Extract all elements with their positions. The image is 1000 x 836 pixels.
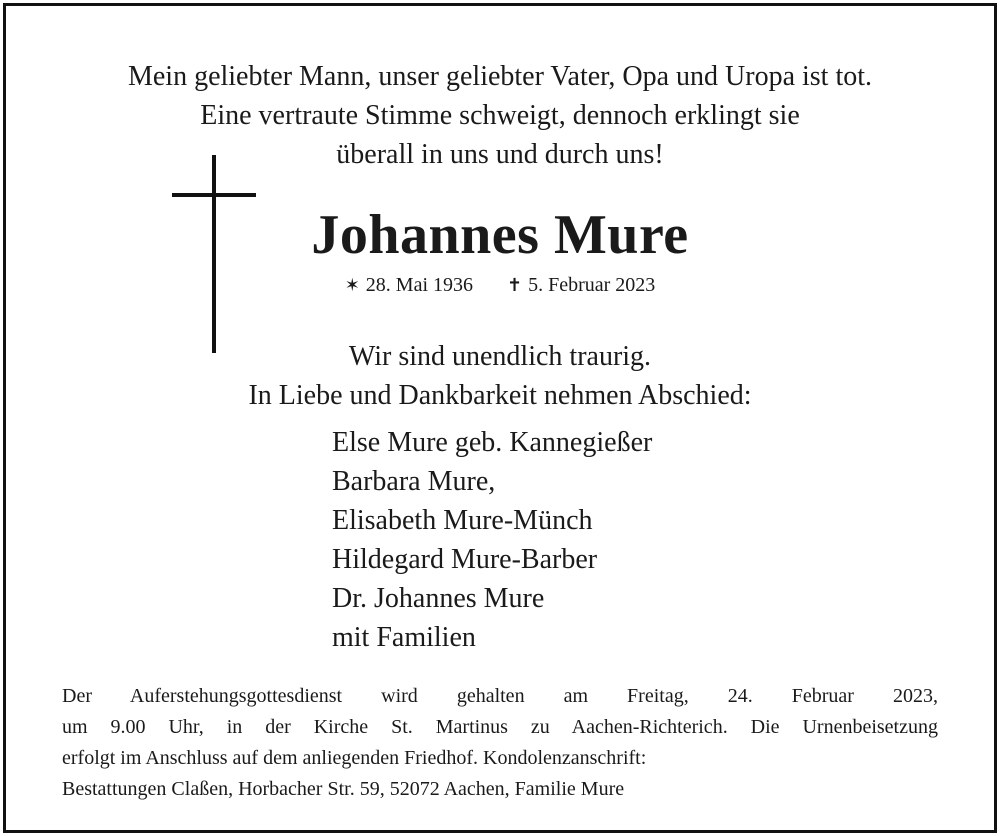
- notice-line: um 9.00 Uhr, in der Kirche St. Martinus zu Aachen-Richterich. Die Urnenbeisetzung: [62, 716, 938, 738]
- death-date: 5. Februar 2023: [528, 274, 656, 296]
- intro-line: Eine vertraute Stimme schweigt, dennoch erklingt sie: [200, 100, 800, 131]
- family-member: Else Mure geb. Kannegießer: [332, 427, 653, 458]
- mourning-line: Wir sind unendlich traurig.: [348, 341, 652, 372]
- death-cross-icon: ✝: [507, 275, 523, 296]
- deceased-name: Johannes Mure: [311, 204, 689, 266]
- intro-line: Mein geliebter Mann, unser geliebter Vater, Opa und Uropa ist tot.: [127, 61, 873, 92]
- notice-line: erfolgt im Anschluss auf dem anliegenden Friedhof. Kondolenzanschrift:: [62, 747, 647, 769]
- birth-date: 28. Mai 1936: [365, 274, 473, 296]
- mourning-line: In Liebe und Dankbarkeit nehmen Abschied:: [248, 380, 752, 411]
- family-list: [332, 423, 652, 657]
- intro-verse: [0, 57, 1000, 174]
- mourning-text: [0, 337, 1000, 415]
- life-dates: [0, 271, 1000, 300]
- family-member: Elisabeth Mure-Münch: [332, 505, 593, 536]
- family-member: Dr. Johannes Mure: [332, 583, 545, 614]
- family-member: Hildegard Mure-Barber: [332, 544, 598, 575]
- family-member: Barbara Mure,: [332, 466, 496, 497]
- birth-star-icon: ✶: [344, 275, 360, 296]
- notice-line: Der Auferstehungsgottesdienst wird gehalten am Freitag, 24. Februar 2023,: [62, 685, 938, 707]
- intro-line: überall in uns und durch uns!: [336, 139, 664, 170]
- notice-line: Bestattungen Claßen, Horbacher Str. 59, 52072 Aachen, Familie Mure: [62, 778, 625, 800]
- service-notice: [62, 681, 938, 805]
- family-member: mit Familien: [332, 622, 476, 653]
